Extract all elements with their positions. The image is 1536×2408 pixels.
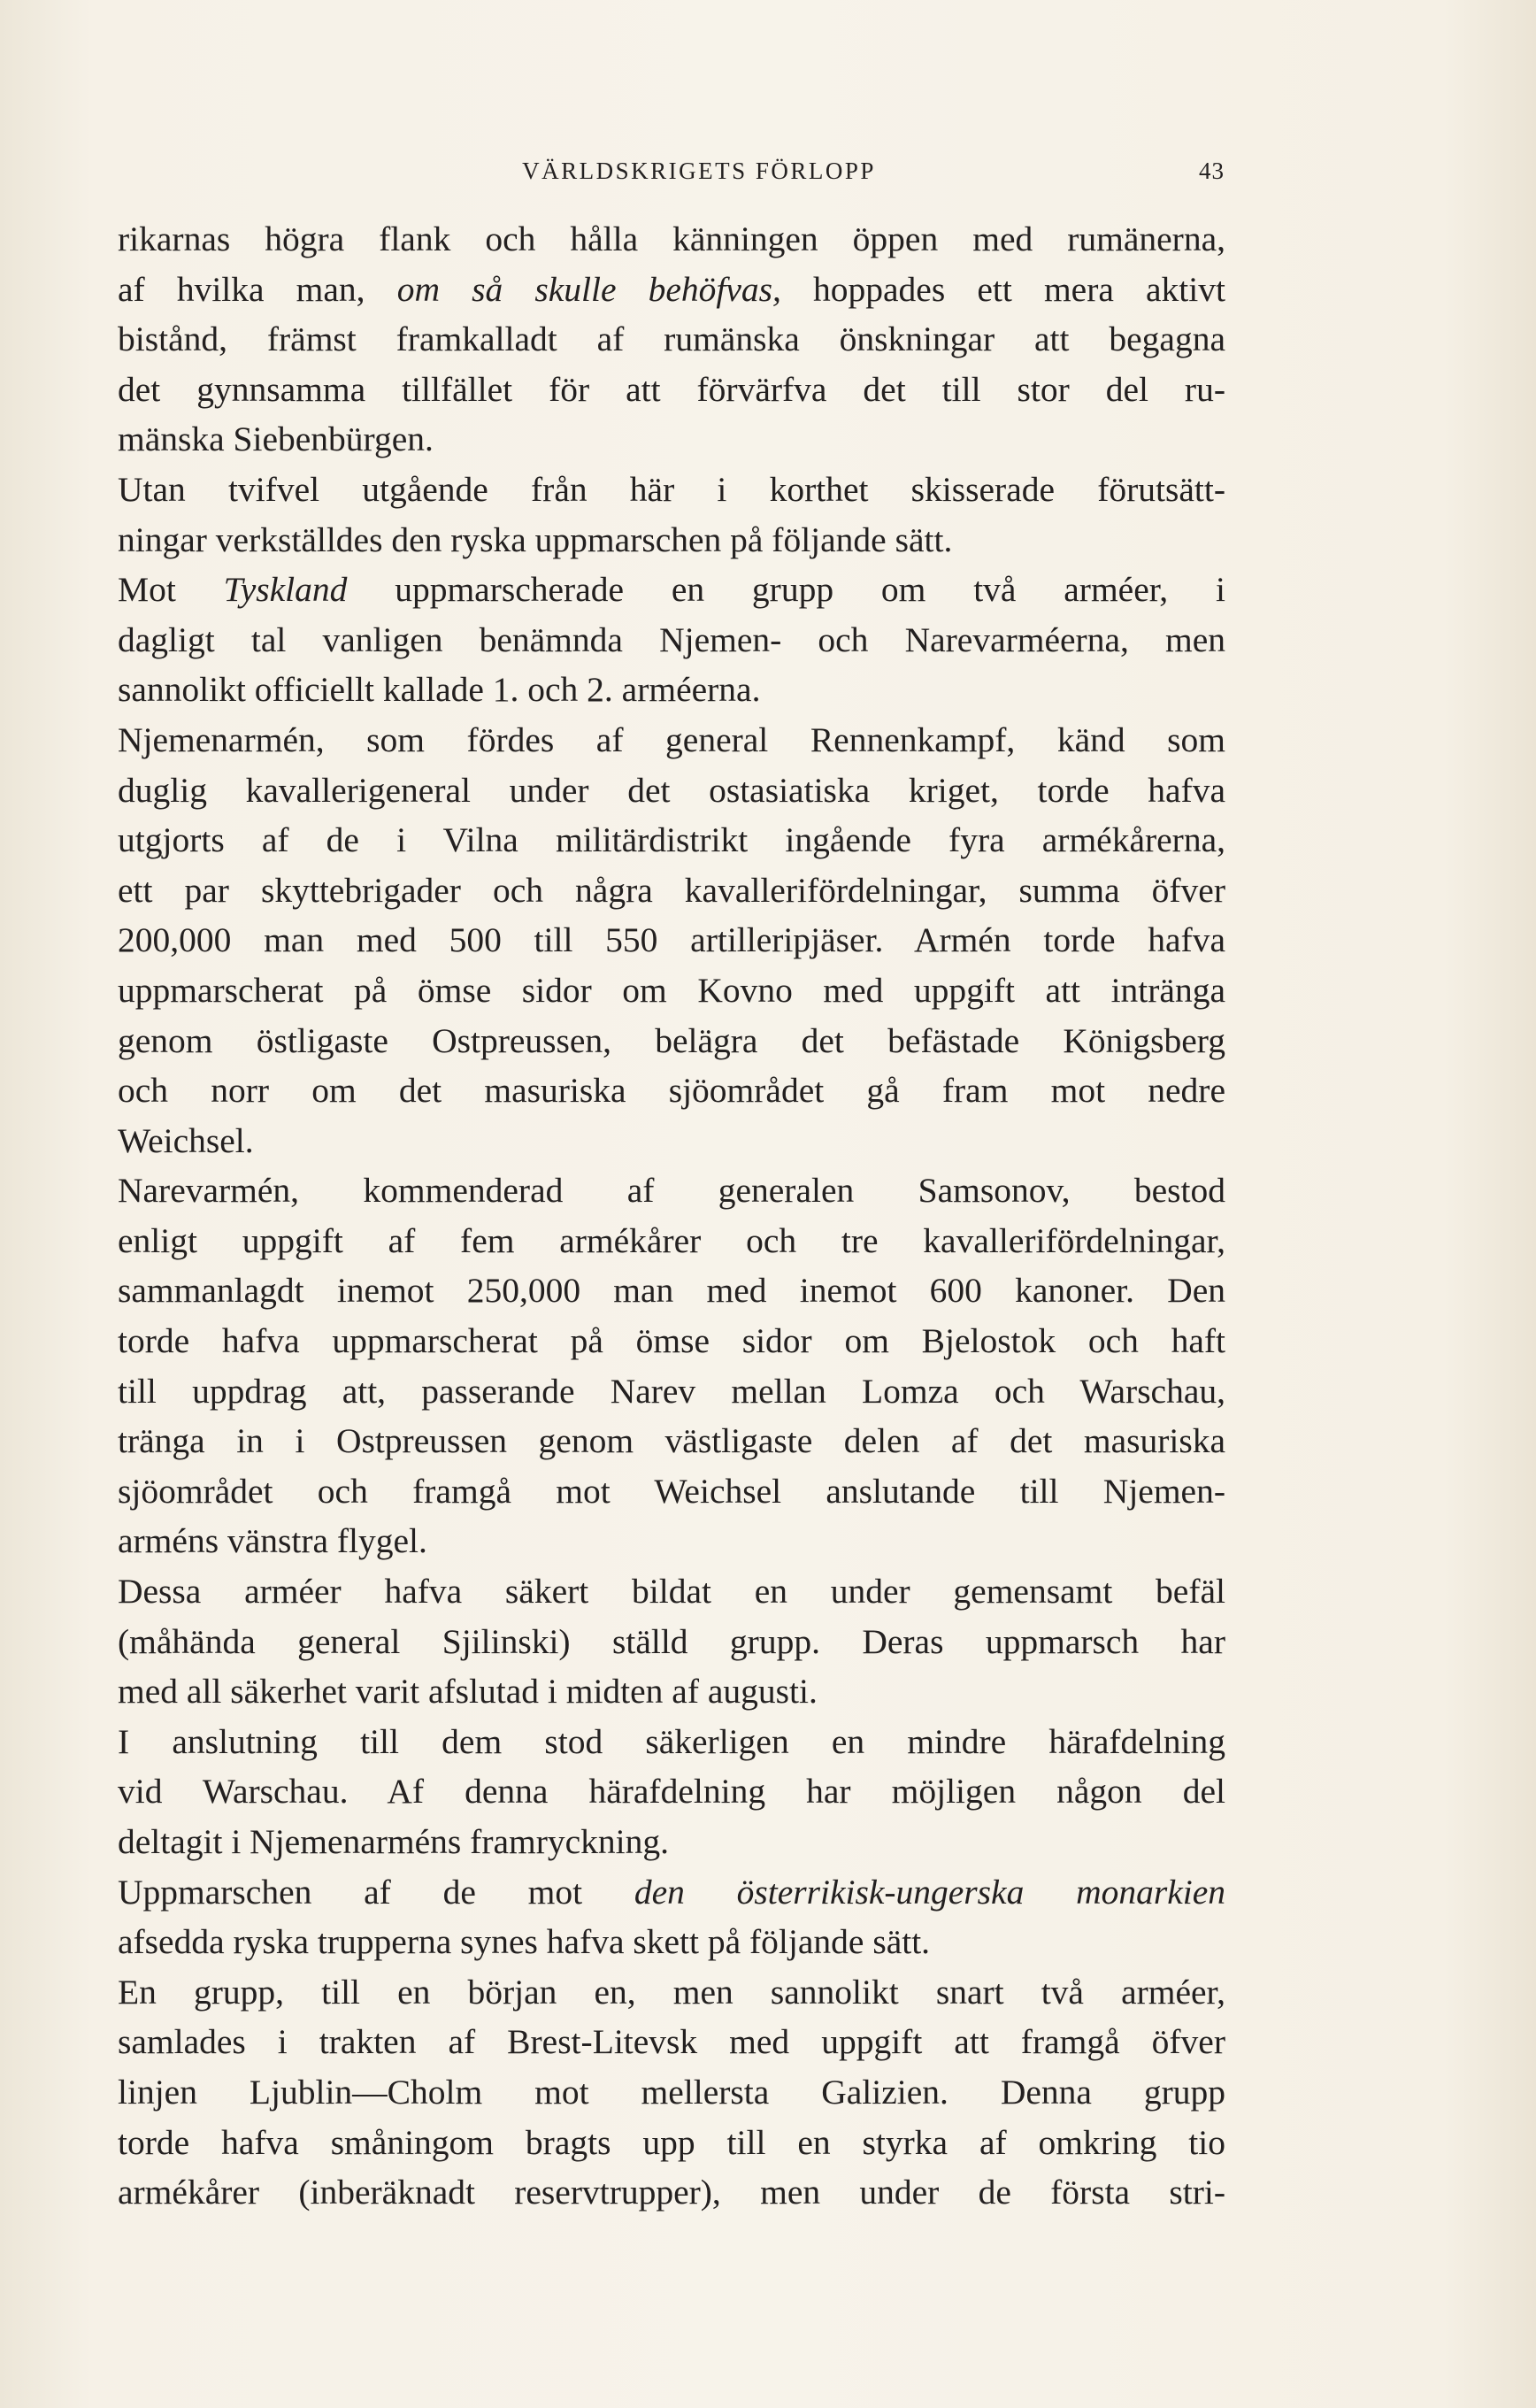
text-line: dagligt tal vanligen benämnda Njemen- och Narevarméerna, men <box>118 619 1225 659</box>
text-line: och norr om det masuriska sjöområdet gå fram mot nedre <box>118 1071 1225 1111</box>
text-line: torde hafva uppmarscherat på ömse sidor om Bjelostok och haft <box>118 1321 1225 1361</box>
text-line: genom östligaste Ostpreussen, belägra det befästade Königsberg <box>118 1020 1225 1060</box>
text-line: Narevarmén, kommenderad af generalen Samsonov, bestod <box>118 1171 1225 1211</box>
text-line: (måhända general Sjilinski) ställd grupp. Deras uppmarsch har <box>118 1621 1225 1661</box>
text-line: med all säkerhet varit afslutad i midten af augusti. <box>118 1672 818 1712</box>
text-line: Njemenarmén, som fördes af general Rennenkampf, känd som <box>118 719 1225 759</box>
text-line: uppmarscherat på ömse sidor om Kovno med uppgift att intränga <box>118 970 1225 1010</box>
text-line: bistånd, främst framkalladt af rumänska önskningar att begagna <box>118 319 1225 359</box>
text-line: enligt uppgift af fem armékårer och tre kavallerifördelningar, <box>118 1220 1225 1260</box>
text-line: linjen Ljublin—Cholm mot mellersta Galizien. Denna grupp <box>118 2072 1225 2112</box>
text-line: sjöområdet och framgå mot Weichsel anslutande till Njemen- <box>118 1471 1225 1511</box>
text-line: samlades i trakten af Brest-Litevsk med uppgift att framgå öfver <box>118 2022 1225 2062</box>
text-line: sannolikt officiellt kallade 1. och 2. arméerna. <box>118 670 761 710</box>
text-line: En grupp, till en början en, men sannolikt snart två arméer, <box>118 1972 1225 2012</box>
body-text <box>118 214 1225 2218</box>
italic-phrase: om så skulle behöfvas, <box>396 269 781 309</box>
text-line: det gynnsamma tillfället för att förvärfva det till stor del ru- <box>118 369 1225 409</box>
running-head <box>0 158 1536 193</box>
text-line: duglig kavallerigeneral under det ostasiatiska kriget, torde hafva <box>118 770 1225 810</box>
text-line: afsedda ryska trupperna synes hafva skett på följande sätt. <box>118 1922 931 1962</box>
text-line: ett par skyttebrigader och några kavallerifördelningar, summa öfver <box>118 870 1225 910</box>
text-line: deltagit i Njemenarméns framryckning. <box>118 1822 670 1861</box>
text-line: I anslutning till dem stod säkerligen en mindre härafdelning <box>118 1721 1225 1761</box>
text-line: till uppdrag att, passerande Narev mellan Lomza och Warschau, <box>118 1371 1225 1411</box>
italic-phrase: Tyskland <box>223 570 348 610</box>
text-line: Uppmarschen af de mot den österrikisk-ungerska monarkien <box>118 1872 1226 1912</box>
page-number: 43 <box>1199 158 1225 184</box>
text-line: arméns vänstra flygel. <box>118 1521 427 1561</box>
text-line: Mot Tyskland uppmarscherade en grupp om två arméer, i <box>118 570 1225 610</box>
text-line: sammanlagdt inemot 250,000 man med inemot 600 kanoner. Den <box>118 1271 1225 1311</box>
italic-phrase: den österrikisk-ungerska monarkien <box>634 1872 1226 1912</box>
running-title: VÄRLDSKRIGETS FÖRLOPP <box>522 158 876 184</box>
text-line: armékårer (inberäknadt reservtrupper), men under de första stri- <box>118 2173 1225 2212</box>
text-line: torde hafva småningom bragts upp till en styrka af omkring tio <box>118 2122 1225 2162</box>
text-line: tränga in i Ostpreussen genom västligaste delen af det masuriska <box>118 1421 1225 1461</box>
text-line: vid Warschau. Af denna härafdelning har möjligen någon del <box>118 1772 1225 1812</box>
text-line: utgjorts af de i Vilna militärdistrikt ingående fyra armékårerna, <box>118 820 1225 860</box>
text-line: Utan tvifvel utgående från här i korthet skisserade förutsätt- <box>118 469 1225 509</box>
text-line: Weichsel. <box>118 1120 254 1160</box>
text-line: rikarnas högra flank och hålla känningen öppen med rumänerna, <box>118 219 1225 258</box>
text-line: 200,000 man med 500 till 550 artilleripjäser. Armén torde hafva <box>118 920 1225 960</box>
text-line: Dessa arméer hafva säkert bildat en under gemensamt befäl <box>118 1572 1225 1612</box>
text-line: mänska Siebenbürgen. <box>118 419 434 459</box>
text-line: af hvilka man, om så skulle behöfvas, hoppades ett mera aktivt <box>118 269 1225 309</box>
text-line: ningar verkställdes den ryska uppmarschen på följande sätt. <box>118 519 953 559</box>
